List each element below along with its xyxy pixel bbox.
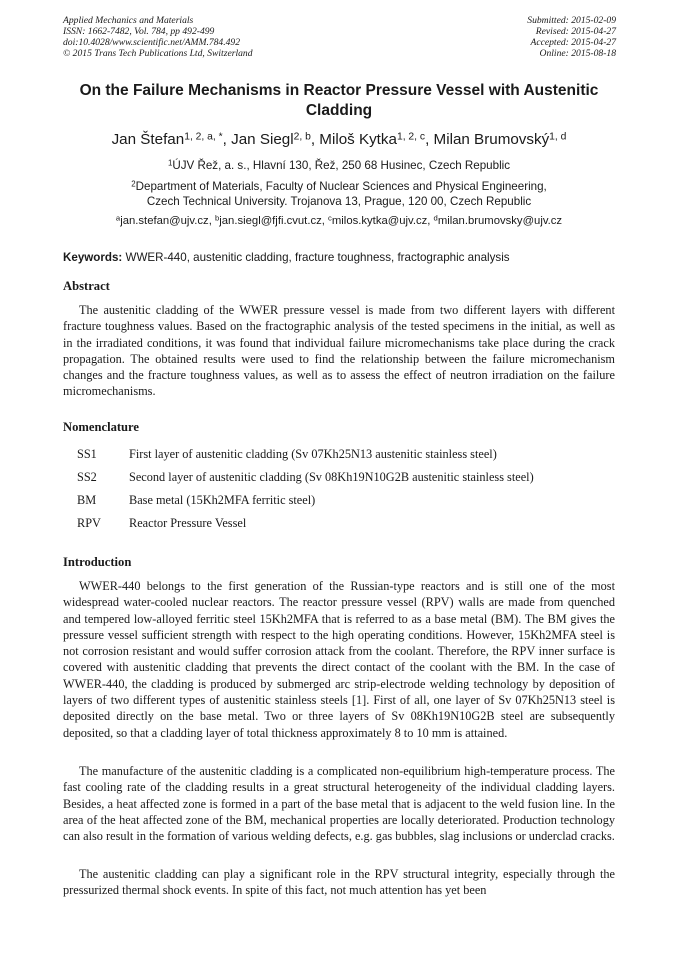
- keywords-text: WWER-440, austenitic cladding, fracture toughness, fractographic analysis: [122, 251, 510, 264]
- introduction-heading: Introduction: [63, 555, 132, 569]
- author-list: [40, 130, 638, 150]
- author: Jan Štefan$^{1, 2, a, *}$,: [111, 131, 232, 148]
- dates-header: [527, 15, 616, 59]
- nomenclature-symbol: SS2: [77, 470, 97, 484]
- nomenclature-description: Second layer of austenitic cladding (Sv 08Kh19N10G2B austenitic stainless steel): [129, 470, 534, 484]
- journal-issn: ISSN: 1662-7482, Vol. 784, pp 492-499: [63, 26, 215, 37]
- keywords: [63, 250, 618, 265]
- submitted-date: Submitted: 2015-02-09: [527, 15, 616, 26]
- abstract-text: The austenitic cladding of the WWER pressure vessel is made from two different layers with different fracture toughness values. Based on the fractographic analysis of the tested specimens in the initial, as well as in the irradiated conditions, it was found that individual failure micromechanisms take place during the crack propagation. The obtained results were used to find the relationship between the failure micromechanism changes and the fracture toughness values, as well as to assess the effect of neutron irradiation on the failure micromechanisms.: [63, 303, 615, 399]
- author: Miloš Kytka$^{1, 2, c}$,: [319, 131, 434, 148]
- journal-header: [63, 15, 253, 59]
- journal-copyright: © 2015 Trans Tech Publications Ltd, Switzerland: [63, 48, 253, 59]
- abstract-heading: Abstract: [63, 279, 110, 293]
- nomenclature-symbol: BM: [77, 493, 97, 507]
- email-link[interactable]: $^b$jan.siegl@fjfi.cvut.cz: [214, 213, 322, 227]
- journal-name: Applied Mechanics and Materials: [63, 15, 194, 26]
- email-link[interactable]: $^a$jan.stefan@ujv.cz: [115, 213, 209, 227]
- email-link[interactable]: $^c$milos.kytka@ujv.cz: [328, 213, 428, 227]
- introduction-paragraph: The austenitic cladding can play a significant role in the RPV structural integrity, especially through the pressurized thermal shock events. In spite of this fact, not much attention has yet been: [63, 867, 615, 898]
- author: Milan Brumovský$^{1, d}$: [433, 131, 567, 148]
- nomenclature-description: Base metal (15Kh2MFA ferritic steel): [129, 493, 316, 507]
- journal-doi[interactable]: doi:10.4028/www.scientific.net/AMM.784.492: [63, 37, 241, 48]
- accepted-date: Accepted: 2015-04-27: [530, 37, 616, 48]
- revised-date: Revised: 2015-04-27: [535, 26, 616, 37]
- nomenclature-description: Reactor Pressure Vessel: [129, 516, 247, 530]
- nomenclature-heading: Nomenclature: [63, 420, 140, 434]
- introduction-paragraph: WWER-440 belongs to the first generation of the Russian-type reactors and is still one of the most widespread water-cooled nuclear reactors. The reactor pressure vessel (RPV) walls are made from quenched and tempered low-alloyed ferritic steel 15Kh2MFA that is referred to as a base metal (BM). The BM gives the pressure vessel sufficient strength with respect to the high operating conditions. However, 15Kh2MFA steel is not corrosion resistant and would suffer corrosion attack from the coolant. Therefore, the RPV inner surface is covered with austenitic cladding that prevents the direct contact of the coolant with the BM. In the case of WWER-440, the cladding is produced by submerged arc strip-electrode welding technology by deposition of layers of two different types of austenitic stainless steels [1]. First of all, one layer of Sv 07Kh25N13 steel is deposited directly on the base metal. Two or three layers of Sv 08Kh19N10G2B steel are subsequently deposited, so that a cladding layer of total thickness approximately 8 to 10 mm is attained.: [63, 579, 615, 740]
- keywords-label: Keywords:: [63, 251, 123, 264]
- nomenclature-description: First layer of austenitic cladding (Sv 07Kh25N13 austenitic stainless steel): [129, 447, 497, 461]
- affiliation-2: $^2$Department of Materials, Faculty of Nuclear Sciences and Physical Engineering, Czech Technical University. Trojanova 13, Prague, 120 00, Czech Republic: [131, 179, 547, 208]
- affiliation-1: $^1$ÚJV Řež, a. s., Hlavní 130, Řež, 250 68 Husinec, Czech Republic: [167, 158, 511, 172]
- paper-title: On the Failure Mechanisms in Reactor Pressure Vessel with Austenitic Cladding: [79, 82, 599, 119]
- author-emails: $^a$jan.stefan@ujv.cz, $^b$jan.siegl@fjfi.cvut.cz, $^c$milos.kytka@ujv.cz, $^d$milan.brumovsky@ujv.cz: [115, 213, 563, 227]
- author: Jan Siegl$^{2, b}$,: [231, 131, 320, 148]
- email-link[interactable]: $^d$milan.brumovsky@ujv.cz: [433, 213, 563, 227]
- nomenclature-symbol: SS1: [77, 447, 97, 461]
- nomenclature-symbol: RPV: [77, 516, 101, 530]
- online-date: Online: 2015-08-18: [539, 48, 616, 59]
- introduction-paragraph: The manufacture of the austenitic cladding is a complicated non-equilibrium high-temperature process. The fast cooling rate of the cladding results in a great structural heterogeneity of the individual cladding layers. Besides, a heat affected zone is formed in a part of the base metal that is adjacent to the weld fusion line. In the area of the heat affected zone of the BM, mechanical properties are locally deteriorated. Production technology can also result in the formation of various welding defects, e.g. gas bubbles, slag inclusions or underclad cracks.: [63, 764, 615, 844]
